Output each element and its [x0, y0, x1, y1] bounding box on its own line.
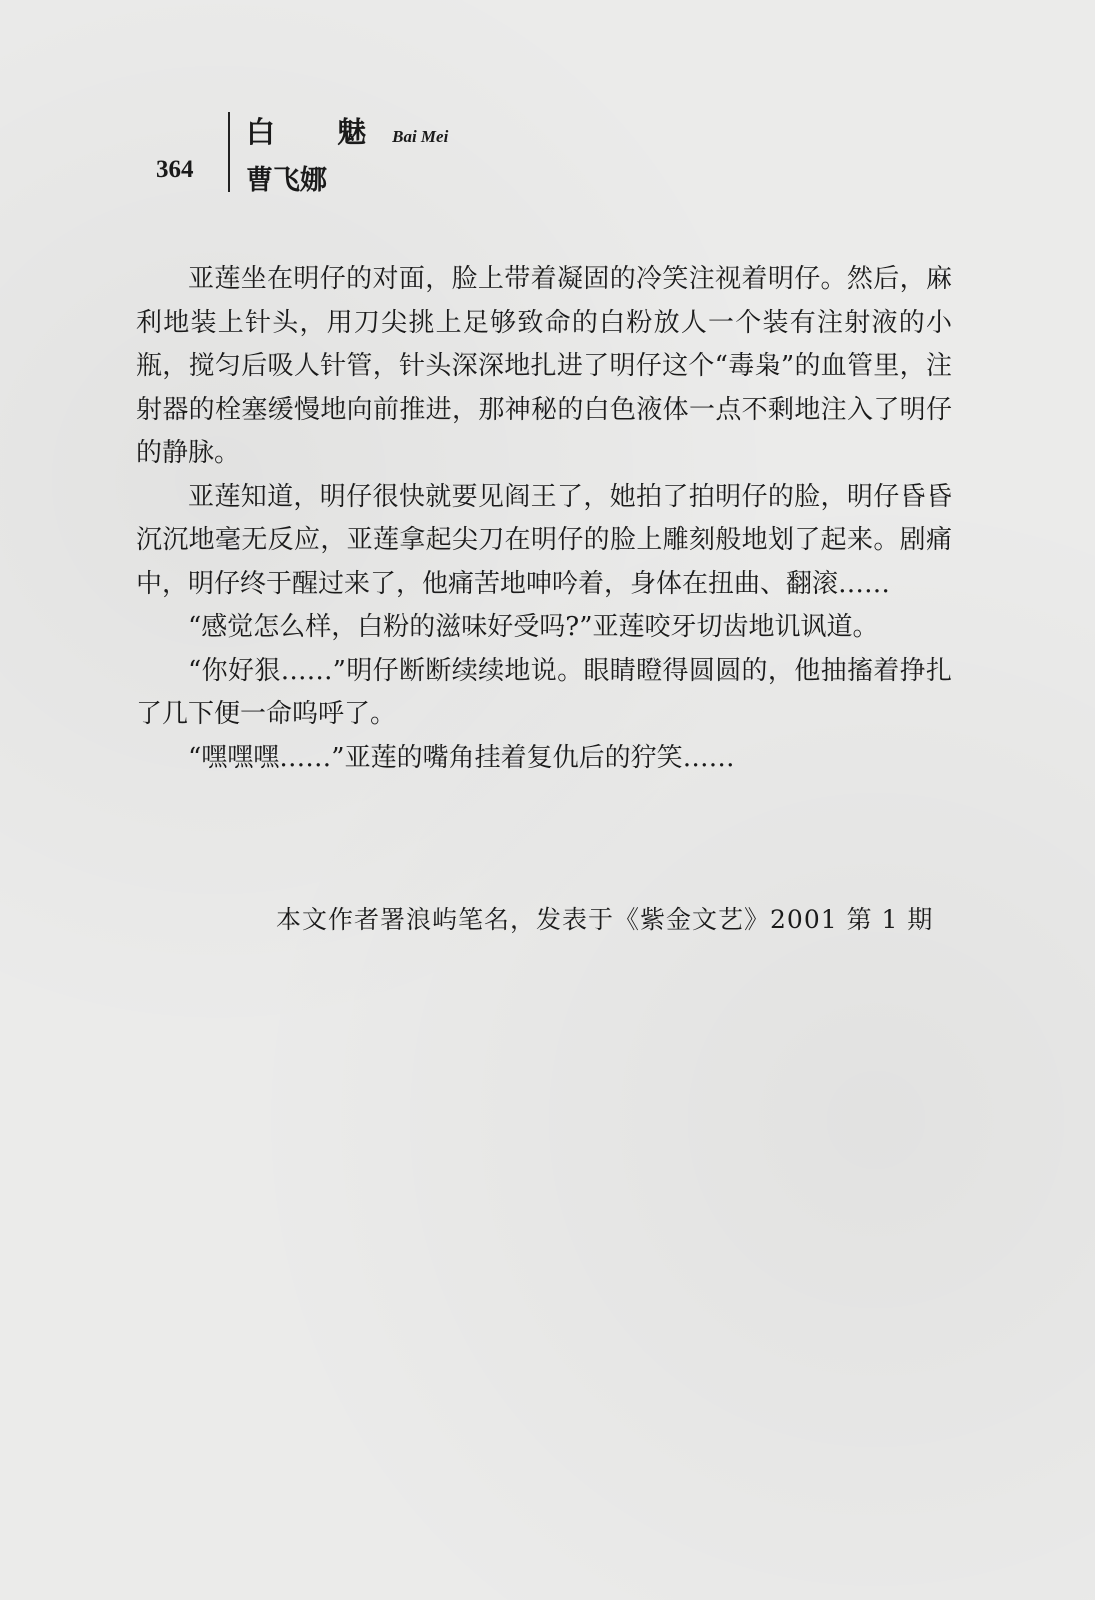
- page-number: 364: [156, 156, 194, 183]
- title-line: [246, 110, 448, 151]
- paragraph: “你好狠……”明仔断断续续地说。眼睛瞪得圆圆的，他抽搐着挣扎了几下便一命呜呼了。: [136, 655, 952, 729]
- paragraph: “感觉怎么样，白粉的滋味好受吗?”亚莲咬牙切齿地讥讽道。: [188, 612, 879, 642]
- paragraph: “嘿嘿嘿……”亚莲的嘴角挂着复仇后的狞笑……: [188, 742, 735, 773]
- page-header: [150, 108, 550, 198]
- header-divider: [228, 112, 230, 192]
- author-name: 曹飞娜: [246, 165, 327, 196]
- body-text: [136, 258, 952, 780]
- publication-note: 本文作者署浪屿笔名，发表于《紫金文艺》2001 第 1 期: [276, 905, 934, 934]
- paragraph: 亚莲知道，明仔很快就要见阎王了，她拍了拍明仔的脸，明仔昏昏沉沉地毫无反应，亚莲拿起尖刀在明仔的脸上雕刻般地划了起来。剧痛中，明仔终于醒过来了，他痛苦地呻吟着，身体在扭曲、翻滚……: [136, 481, 952, 599]
- chapter-title: 白 魅: [246, 115, 393, 149]
- chapter-title-pinyin: Bai Mei: [392, 127, 449, 146]
- paragraph: 亚莲坐在明仔的对面，脸上带着凝固的冷笑注视着明仔。然后，麻利地装上针头，用刀尖挑上足够致命的白粉放人一个装有注射液的小瓶，搅匀后吸人针管，针头深深地扎进了明仔这个“毒枭”的血管里，注射器的栓塞缓慢地向前推进，那神秘的白色液体一点不剩地注入了明仔的静脉。: [136, 264, 952, 468]
